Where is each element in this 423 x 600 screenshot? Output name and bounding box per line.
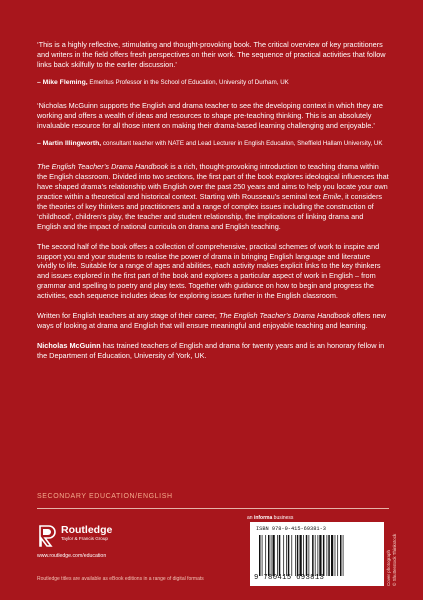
credit-line-1: Cover photograph: [386, 549, 391, 586]
ebook-note: Routledge titles are available as eBook editions in a range of digital formats: [37, 576, 204, 582]
review-quote-1: ‘This is a highly reflective, stimulating and thought-provoking book. The critical overview of key practitioners and writers in the field offers fresh perspectives on their work. The sequence of practical activities that follow links back skilfully to the earlier discussion.’: [37, 40, 386, 69]
author-bio-text: has trained teachers of English and drama for twenty years and is an honorary fellow in the Department of Education, University of York, UK.: [37, 340, 385, 360]
barcode-digits: 9 780415 693813: [254, 574, 325, 582]
review-attribution-1: [37, 79, 389, 87]
divider: [37, 508, 389, 509]
review-quote-2: ‘Nicholas McGuinn supports the English and drama teacher to see the developing context in which they are working and offers a wealth of ideas and resources to shape pre-teaching thinking. This is an absolutely invaluable resource for all those intent on making their drama-based learning challenging and enjoyable.’: [37, 101, 383, 130]
reviewer-name-1: – Mike Fleming,: [37, 78, 88, 86]
review-attribution-2: [37, 140, 389, 148]
informa-business: [247, 515, 293, 521]
informa-suffix: business: [272, 515, 294, 521]
description-text: offers new ways of looking at drama and English that will ensure meaningful and enjoyable teaching and learning.: [37, 311, 386, 330]
publisher-group: Taylor & Francis Group: [61, 536, 108, 541]
informa-prefix: an: [247, 515, 254, 521]
description-text: , it considers the theories of key thinkers and practitioners and a range of complex issues including the construction of ‘childhood’, children’s play, the teacher and student relationship, the implications of linking drama and English and the impact of national curricula on drama and English teaching.: [37, 191, 383, 231]
informa-brand: informa: [253, 515, 273, 521]
description-text: is a rich, thought-provoking introduction to teaching drama within the English classroom. Divided into two sections, the first part of the book explores ideological influences that have shaped drama’s relationship with English over the past 250 years and aims to help you locate your own practice within a theoretical and historical context. Starting with Rousseau’s seminal text: [37, 162, 389, 201]
routledge-logo-icon: [37, 525, 57, 547]
description-paragraph-3: [37, 311, 389, 331]
reviewer-role-2: consultant teacher with NATE and Lead Lecturer in English Education, Sheffield Hallam University, UK: [101, 139, 383, 147]
cover-text: [37, 40, 389, 371]
credit-line-2: © Shutterstock Thinkstock: [391, 533, 397, 586]
barcode-icon: [258, 535, 376, 576]
reviewer-name-2: – Martin Illingworth,: [37, 139, 102, 147]
publisher-name: Routledge: [61, 524, 113, 536]
barcode-panel: [250, 522, 384, 586]
photo-credit: [386, 534, 397, 586]
subject-category: SECONDARY EDUCATION/ENGLISH: [37, 493, 173, 500]
book-title: The English Teacher’s Drama Handbook: [218, 311, 351, 321]
reviewer-role-1: Emeritus Professor in the School of Education, University of Durham, UK: [87, 78, 289, 86]
publisher-block: [37, 525, 177, 559]
emile-title: Emile: [322, 191, 342, 201]
routledge-logo: [37, 525, 177, 547]
isbn-label: ISBN 978-0-415-69381-3: [256, 526, 326, 532]
book-title: The English Teacher’s Drama Handbook: [37, 162, 169, 172]
description-paragraph-2: The second half of the book offers a collection of comprehensive, practical schemes of work to inspire and support you and your students to realise the power of drama in bringing English language and literature vividly to life. Suitable for a range of ages and abilities, each activity makes explicit links to the key thinkers and issues explored in the first part of the book and explores a particular aspect of work in English – from grammar and spelling to poetry and play texts. Together with guidance on how to begin and progress the activities, each sequence includes ideas for exploring issues further in the English classroom.: [37, 241, 381, 301]
description-text: Written for English teachers at any stage of their career,: [37, 311, 219, 321]
author-bio: [37, 341, 389, 361]
description-paragraph-1: [37, 162, 389, 231]
publisher-website: www.routledge.com/education: [37, 553, 107, 559]
author-name: Nicholas McGuinn: [37, 340, 101, 350]
